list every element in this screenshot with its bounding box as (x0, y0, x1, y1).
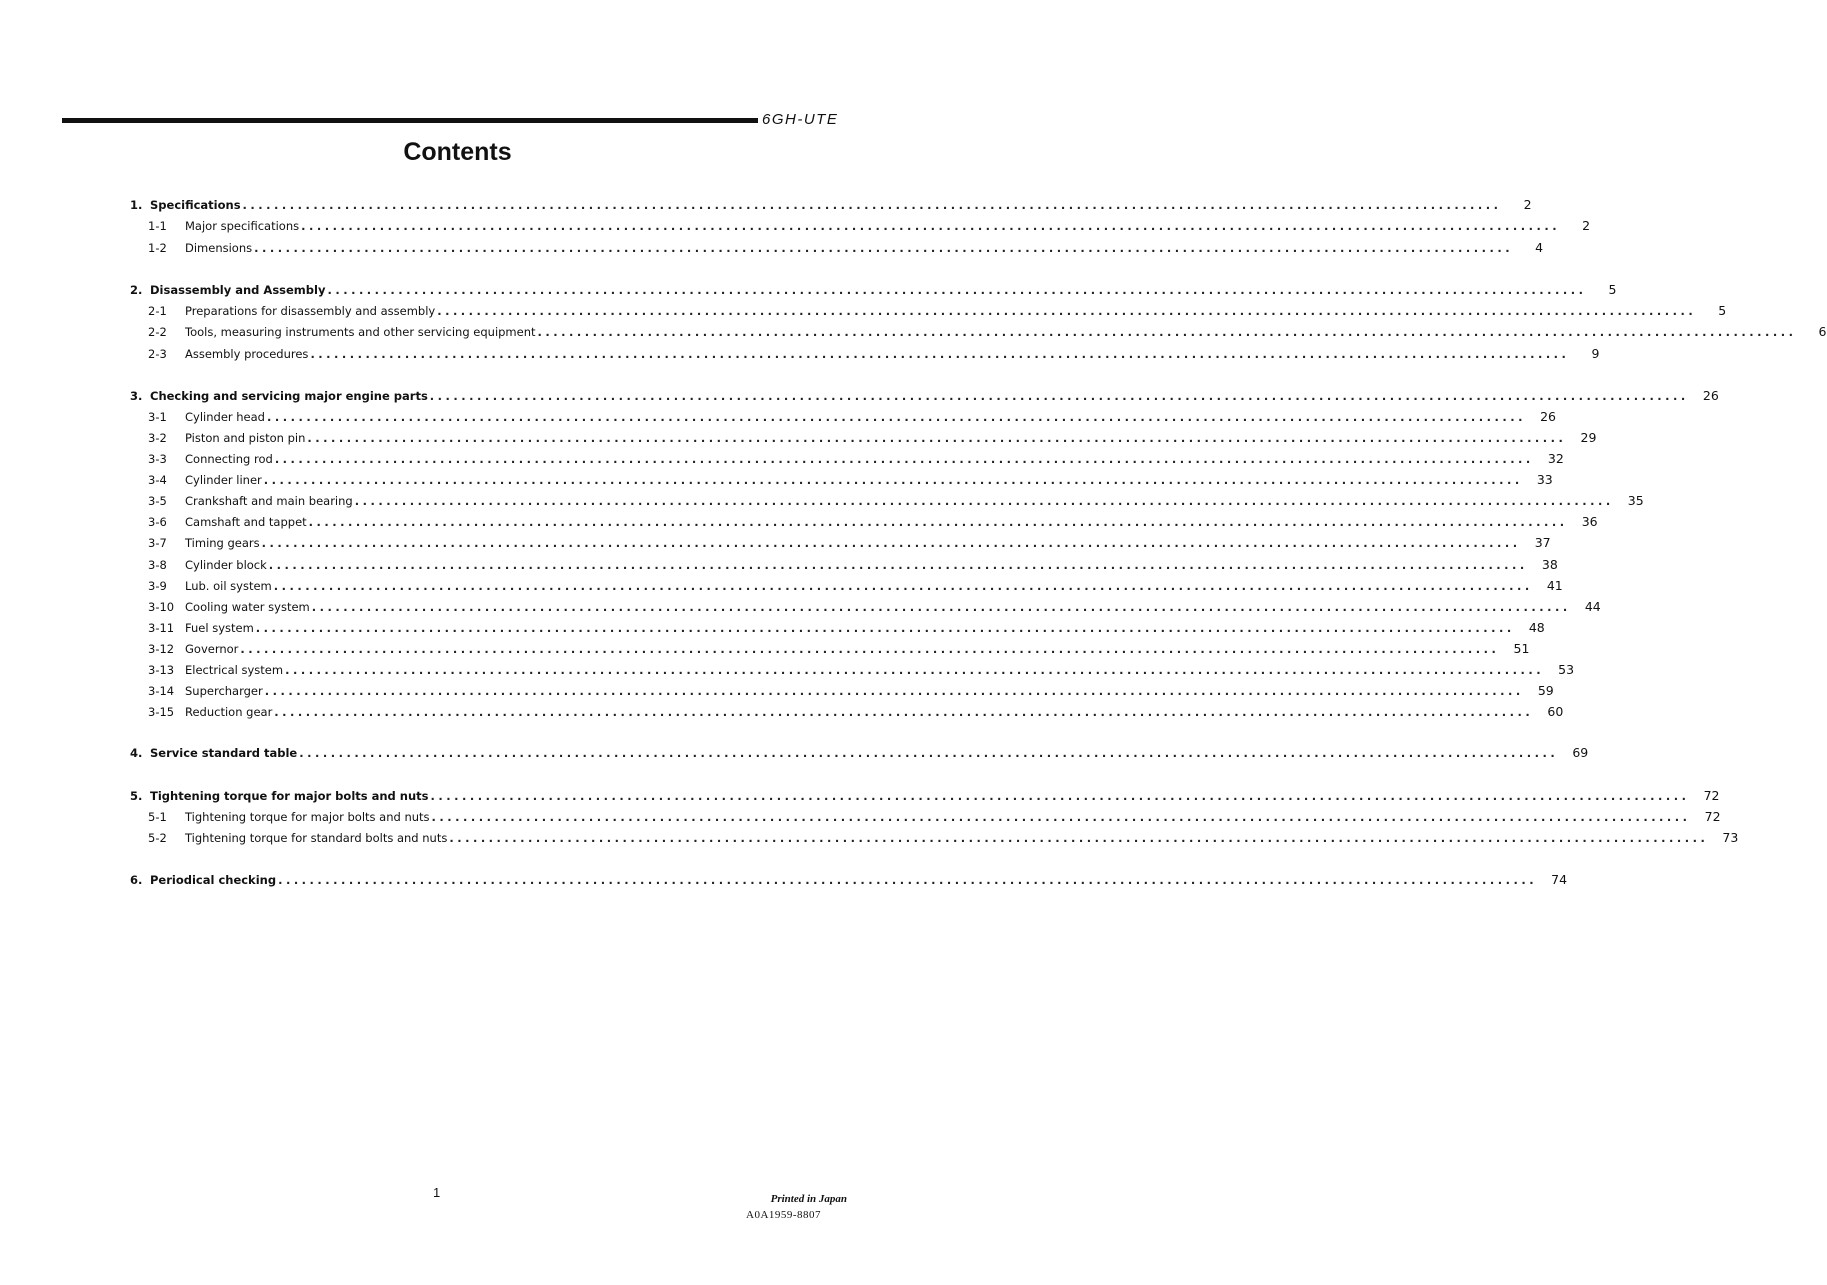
toc-page-number: 59 (1537, 683, 1554, 698)
toc-entry-label: Cylinder liner (185, 473, 262, 487)
toc-subsection-row (130, 596, 1601, 614)
toc-entry-number: 6. (130, 873, 143, 887)
toc-entry-label: Tightening torque for major bolts and nuts (185, 810, 430, 824)
toc-subsection-row (130, 469, 1553, 487)
toc-dot-leader: ................................................................................................................................................................ (354, 494, 1614, 508)
toc-entry-number: 3-13 (148, 663, 175, 677)
header-rule (62, 118, 758, 123)
toc-page-number: 29 (1580, 430, 1597, 445)
toc-page-number: 4 (1535, 240, 1544, 255)
toc-section-row (130, 194, 1532, 212)
toc-entry-label: Major specifications (185, 219, 300, 233)
toc-subsection-row (130, 448, 1564, 466)
toc-page-number: 2 (1523, 197, 1532, 212)
toc-dot-leader: ................................................................................................................................................................ (301, 219, 1561, 233)
toc-entry-label: Preparations for disassembly and assembly (185, 304, 436, 318)
toc-section-row (130, 742, 1589, 760)
toc-entry-number: 3-5 (148, 494, 167, 508)
toc-entry-number: 3-7 (148, 536, 167, 550)
toc-entry-number: 5. (130, 789, 143, 803)
toc-page-number: 2 (1582, 218, 1591, 233)
toc-entry-number: 2-1 (148, 304, 167, 318)
toc-subsection-row (130, 343, 1600, 361)
toc-subsection-row (130, 680, 1554, 698)
toc-page-number: 51 (1513, 641, 1530, 656)
toc-dot-leader: ................................................................................................................................................................ (278, 873, 1538, 887)
toc-dot-leader: ................................................................................................................................................................ (437, 304, 1697, 318)
toc-subsection-row (130, 427, 1597, 445)
toc-dot-leader: ................................................................................................................................................................ (327, 283, 1587, 297)
toc-entry-number: 1-1 (148, 219, 167, 233)
toc-entry-label: Cylinder head (185, 410, 265, 424)
toc-entry-number: 4. (130, 746, 143, 760)
toc-section-row (130, 785, 1720, 803)
toc-entry-number: 3. (130, 389, 143, 403)
toc-entry-label: Timing gears (185, 536, 260, 550)
toc-entry-label: Piston and piston pin (185, 431, 306, 445)
toc-entry-label: Supercharger (185, 684, 263, 698)
toc-entry-label: Tightening torque for major bolts and nuts (150, 789, 429, 803)
toc-subsection-row (130, 806, 1721, 824)
toc-dot-leader: ................................................................................................................................................................ (449, 831, 1709, 845)
toc-subsection-row (130, 300, 1727, 318)
toc-entry-label: Checking and servicing major engine parts (150, 389, 428, 403)
toc-page-number: 5 (1718, 303, 1727, 318)
toc-entry-label: Governor (185, 642, 239, 656)
toc-page-number: 32 (1547, 451, 1564, 466)
toc-subsection-row (130, 554, 1558, 572)
toc-entry-number: 3-6 (148, 515, 167, 529)
toc-page-number: 5 (1608, 282, 1617, 297)
toc-dot-leader: ................................................................................................................................................................ (311, 600, 1571, 614)
toc-page-number: 37 (1534, 535, 1551, 550)
toc-entry-number: 3-1 (148, 410, 167, 424)
toc-dot-leader: ................................................................................................................................................................ (263, 473, 1523, 487)
toc-entry-number: 3-4 (148, 473, 167, 487)
toc-entry-label: Camshaft and tappet (185, 515, 307, 529)
toc-dot-leader: ................................................................................................................................................................ (299, 746, 1559, 760)
toc-dot-leader: ................................................................................................................................................................ (255, 621, 1515, 635)
toc-page-number: 33 (1536, 472, 1553, 487)
document-code: A0A1959-8807 (746, 1209, 822, 1221)
toc-entry-number: 3-12 (148, 642, 175, 656)
toc-page-number: 48 (1528, 620, 1545, 635)
toc-entry-label: Tightening torque for standard bolts and nuts (185, 831, 448, 845)
toc-dot-leader: ................................................................................................................................................................ (308, 515, 1568, 529)
toc-page-number: 53 (1558, 662, 1575, 677)
toc-dot-leader: ................................................................................................................................................................ (310, 347, 1570, 361)
toc-page-number: 35 (1627, 493, 1644, 508)
toc-entry-number: 5-1 (148, 810, 167, 824)
toc-entry-number: 2-2 (148, 325, 167, 339)
toc-entry-number: 2-3 (148, 347, 167, 361)
toc-entry-number: 3-2 (148, 431, 167, 445)
toc-page-number: 72 (1704, 809, 1721, 824)
toc-page-number: 69 (1572, 745, 1589, 760)
toc-subsection-row (130, 617, 1545, 635)
toc-dot-leader: ................................................................................................................................................................ (307, 431, 1567, 445)
toc-page-number: 60 (1547, 704, 1564, 719)
toc-entry-label: Periodical checking (150, 873, 277, 887)
toc-dot-leader: ................................................................................................................................................................ (264, 684, 1524, 698)
toc-section-row (130, 385, 1719, 403)
toc-subsection-row (130, 701, 1564, 719)
toc-entry-label: Crankshaft and main bearing (185, 494, 353, 508)
toc-entry-number: 3-10 (148, 600, 175, 614)
toc-section-row (130, 279, 1617, 297)
toc-entry-label: Assembly procedures (185, 347, 309, 361)
toc-entry-label: Tools, measuring instruments and other servicing equipment (185, 325, 536, 339)
toc-dot-leader: ................................................................................................................................................................ (431, 810, 1691, 824)
toc-page-number: 6 (1818, 324, 1827, 339)
toc-entry-number: 5-2 (148, 831, 167, 845)
toc-entry-label: Reduction gear (185, 705, 273, 719)
toc-page-number: 73 (1722, 830, 1739, 845)
toc-entry-number: 1. (130, 198, 143, 212)
model-label: 6GH-UTE (762, 111, 839, 128)
toc-page-number: 36 (1581, 514, 1598, 529)
toc-dot-leader: ................................................................................................................................................................ (430, 789, 1690, 803)
toc-subsection-row (130, 215, 1591, 233)
toc-page-number: 72 (1703, 788, 1720, 803)
toc-dot-leader: ................................................................................................................................................................ (254, 241, 1514, 255)
toc-subsection-row (130, 511, 1598, 529)
page-title: Contents (403, 138, 512, 166)
toc-page-number: 41 (1546, 578, 1563, 593)
toc-dot-leader: ................................................................................................................................................................ (242, 198, 1502, 212)
toc-page-number: 38 (1541, 557, 1558, 572)
toc-entry-number: 3-8 (148, 558, 167, 572)
toc-subsection-row (130, 827, 1739, 845)
toc-entry-number: 3-9 (148, 579, 167, 593)
toc-entry-label: Service standard table (150, 746, 298, 760)
toc-dot-leader: ................................................................................................................................................................ (274, 452, 1534, 466)
toc-entry-label: Connecting rod (185, 452, 273, 466)
toc-entry-label: Cylinder block (185, 558, 267, 572)
toc-entry-number: 3-14 (148, 684, 175, 698)
toc-dot-leader: ................................................................................................................................................................ (273, 579, 1533, 593)
toc-entry-number: 3-15 (148, 705, 175, 719)
toc-entry-number: 2. (130, 283, 143, 297)
toc-entry-label: Dimensions (185, 241, 253, 255)
toc-subsection-row (130, 406, 1556, 424)
toc-dot-leader: ................................................................................................................................................................ (429, 389, 1689, 403)
toc-dot-leader: ................................................................................................................................................................ (261, 536, 1521, 550)
toc-subsection-row (130, 575, 1563, 593)
toc-subsection-row (130, 321, 1827, 339)
toc-dot-leader: ................................................................................................................................................................ (285, 663, 1545, 677)
toc-entry-number: 1-2 (148, 241, 167, 255)
toc-page-number: 26 (1702, 388, 1719, 403)
toc-page-number: 74 (1551, 872, 1568, 887)
toc-entry-number: 3-3 (148, 452, 167, 466)
toc-subsection-row (130, 638, 1530, 656)
toc-subsection-row (130, 490, 1644, 508)
toc-entry-label: Fuel system (185, 621, 254, 635)
toc-dot-leader: ................................................................................................................................................................ (266, 410, 1526, 424)
toc-subsection-row (130, 237, 1544, 255)
toc-page-number: 26 (1540, 409, 1556, 424)
toc-page-number: 44 (1584, 599, 1601, 614)
toc-entry-label: Electrical system (185, 663, 284, 677)
toc-dot-leader: ................................................................................................................................................................ (240, 642, 1500, 656)
toc-dot-leader: ................................................................................................................................................................ (268, 558, 1528, 572)
toc-entry-label: Specifications (150, 198, 241, 212)
toc-subsection-row (130, 532, 1551, 550)
toc-dot-leader: ................................................................................................................................................................ (537, 325, 1797, 339)
toc-entry-label: Lub. oil system (185, 579, 272, 593)
toc-entry-label: Disassembly and Assembly (150, 283, 326, 297)
toc-page-number: 9 (1591, 346, 1600, 361)
printed-in-label: Printed in Japan (770, 1193, 847, 1205)
toc-dot-leader: ................................................................................................................................................................ (274, 705, 1534, 719)
toc-subsection-row (130, 659, 1575, 677)
toc-entry-label: Cooling water system (185, 600, 310, 614)
toc-entry-number: 3-11 (148, 621, 175, 635)
page-number: 1 (433, 1185, 441, 1200)
toc-section-row (130, 869, 1568, 887)
